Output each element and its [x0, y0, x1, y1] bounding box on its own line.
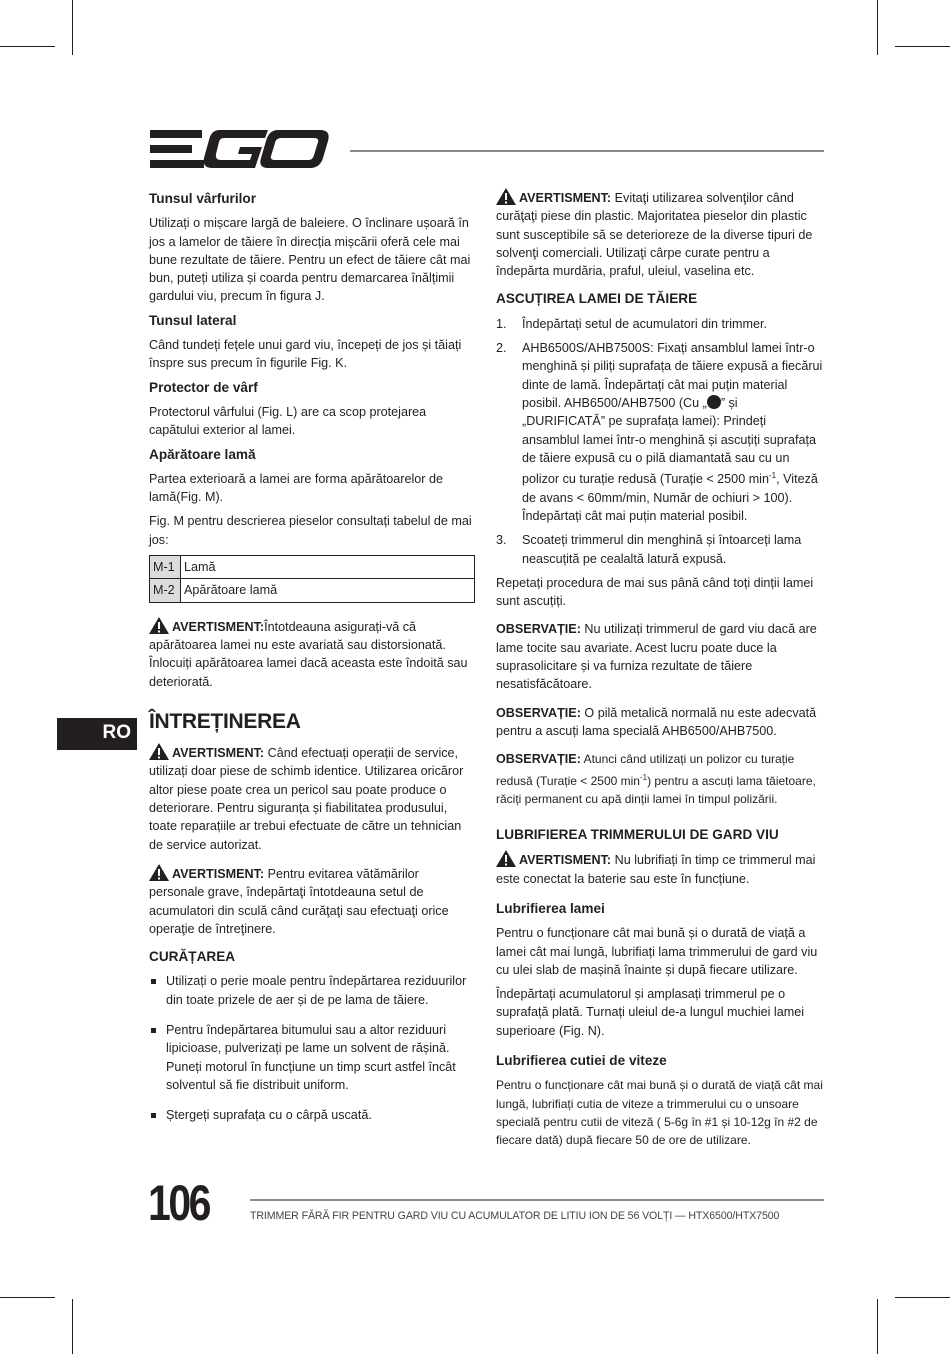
- footer-text: TRIMMER FĂRĂ FIR PENTRU GARD VIU CU ACUMULATOR DE LITIU ION DE 56 VOLȚI — HTX6500/HTX7500: [250, 1210, 780, 1222]
- step-text: Îndepărtați setul de acumulatori din trimmer.: [522, 316, 767, 331]
- bullet-icon: [151, 1028, 156, 1033]
- section-title: Protector de vârf: [149, 379, 258, 395]
- crop-mark: [895, 46, 950, 47]
- step-text: , Viteză de avans < 60mm/min, Număr de ochiuri > 100). Îndepărtați cât mai puțin material posibil.: [522, 472, 818, 523]
- paragraph: Partea exterioară a lamei are forma apărătoarelor de lamă(Fig. M).: [149, 471, 444, 505]
- sharpening-steps: [496, 315, 824, 568]
- parts-table: [149, 555, 475, 603]
- section-title: LUBRIFIEREA TRIMMERULUI DE GARD VIU: [496, 827, 779, 843]
- note-text: Nu utilizați trimmerul de gard viu dacă are lame tocite sau avariate. Acest lucru poate duce la suprasolicitare și va furniza rezultate de tăiere nesatisfăcătoare.: [496, 622, 817, 692]
- superscript: -1: [639, 772, 648, 782]
- table-row: [150, 579, 475, 602]
- warning-icon: [149, 864, 169, 881]
- step-number: 1.: [496, 316, 507, 331]
- warning-label: AVERTISMENT:: [519, 191, 612, 205]
- language-tab-label: RO: [102, 722, 131, 743]
- header-rule: [350, 150, 824, 152]
- note-label: OBSERVAȚIE:: [496, 705, 581, 720]
- note-block: [496, 620, 824, 693]
- paragraph: Pentru o funcționare cât mai bună și o durată de viață a lamei cât mai lungă, lubrifiați lama trimmerului de gard viu cu ulei slab de mașină înainte și după fiecare utilizare.: [496, 926, 818, 977]
- warning-icon: [149, 617, 169, 634]
- warning-icon: [149, 743, 169, 760]
- warning-icon: [496, 850, 516, 867]
- paragraph: Fig. M pentru descrierea pieselor consultați tabelul de mai jos:: [149, 514, 472, 547]
- crop-mark: [877, 1299, 878, 1354]
- paragraph: Pentru o funcționare cât mai bună și o durată de viață cât mai lungă, lubrifiați cutia de viteze a trimmerului cu o unsoare specială pentru cutii de viteză ( 5-6g în #1 și 10-12g în #2 de fiecare dată) după fiecare 50 de ore de utilizare.: [496, 1078, 823, 1148]
- warning-icon: [496, 188, 516, 205]
- list-item: [496, 315, 824, 333]
- section-title: CURĂȚAREA: [149, 949, 236, 965]
- list-item: [149, 1106, 477, 1124]
- step-number: 3.: [496, 533, 507, 548]
- note-text: Atunci când utilizați un polizor cu turație redusă (Turație < 2500 min: [496, 752, 795, 788]
- crop-mark: [877, 0, 878, 55]
- paragraph: Repetați procedura de mai sus până când toți dinții lamei sunt ascuțiți.: [496, 575, 814, 609]
- part-code: M-1: [150, 556, 181, 579]
- table-row: [150, 556, 475, 579]
- paragraph: Îndepărtați acumulatorul și amplasați trimmerul pe o suprafață plată. Turnați uleiul de-a lungul muchiei lamei superioare (Fig. N).: [496, 987, 805, 1038]
- section-title: Lubrifierea lamei: [496, 900, 605, 916]
- warning-block: [496, 850, 824, 888]
- list-item: [149, 1021, 477, 1094]
- crop-mark: [72, 0, 73, 55]
- crop-mark: [0, 46, 55, 47]
- section-title: ASCUȚIREA LAMEI DE TĂIERE: [496, 291, 698, 307]
- chapter-title: ÎNTREȚINEREA: [149, 709, 301, 733]
- warning-block: [496, 188, 824, 280]
- crop-mark: [72, 1299, 73, 1354]
- note-block: [496, 704, 824, 741]
- warning-block: [149, 864, 477, 938]
- warning-label: AVERTISMENT:: [172, 619, 265, 634]
- paragraph: Protectorul vârfului (Fig. L) are ca scop protejarea capătului exterior al lamei.: [149, 404, 427, 438]
- warning-label: AVERTISMENT:: [172, 746, 265, 761]
- list-item-text: Pentru îndepărtarea bitumului sau a altor reziduuri lipicioase, pulverizați pe lame un solvent de rășină. Puneți motorul în funcțiune un timp scurt astfel încât solventul să fie distribuit uniform.: [166, 1022, 456, 1092]
- warning-label: AVERTISMENT:: [519, 853, 612, 868]
- part-name: Lamă: [181, 556, 475, 579]
- cleaning-list: [149, 972, 477, 1124]
- language-tab: [57, 718, 137, 750]
- note-block: [496, 750, 824, 808]
- step-number: 2.: [496, 341, 507, 356]
- note-text: ) pentru a ascuți lama tăietoare, răciți permanent cu apă dinții lamei în timpul polizării.: [496, 773, 816, 806]
- part-code: M-2: [150, 579, 181, 602]
- crop-mark: [895, 1297, 950, 1298]
- step-text: Scoateți trimmerul din menghină și întoarceți lama neascuțită pe cealaltă latură expusă.: [522, 533, 802, 566]
- ego-logo: [150, 128, 332, 177]
- step-text: AHB6500S/AHB7500S: Fixați ansamblul lamei într-o menghină și piliți suprafața de tăiere expusă a fiecărui dinte de lamă. Îndepărtați cât mai puțin material posibil. AHB6500/AHB7500 (Cu „: [522, 341, 823, 410]
- page-number: 106: [148, 1175, 210, 1231]
- bullet-icon: [151, 979, 156, 984]
- warning-text: Evitaţi utilizarea solvenţilor când curăţaţi piese din plastic. Majoritatea pieselor din plastic sunt susceptibile să se deterioreze de la diverse tipuri de solvenţi comerciali. Utilizaţi cârpe curate pentru a îndepărta murdăria, praful, uleiul, vaselina etc.: [496, 191, 813, 279]
- warning-text: Când efectuați operații de service, utilizați doar piese de schimb identice. Utilizarea oricăror altor piese poate crea un pericol sau poate produce o deteriorare. Pentru siguranța și fiabilitatea produsului, toate reparațiile ar trebui efectuate de către un tehnician de service autorizat.: [149, 746, 464, 852]
- list-item: [149, 972, 477, 1009]
- list-item-text: Ștergeți suprafața cu o cârpă uscată.: [166, 1108, 372, 1123]
- note-label: OBSERVAȚIE:: [496, 752, 581, 767]
- list-item: [496, 339, 824, 525]
- paragraph: Când tundeți fețele unui gard viu, începeți de jos și tăiați înspre sus precum în figurile Fig. K.: [149, 338, 462, 371]
- superscript: -1: [769, 471, 777, 481]
- list-item: [496, 531, 824, 568]
- bullet-icon: [151, 1113, 156, 1118]
- crop-mark: [0, 1297, 55, 1298]
- section-title: Tunsul vârfurilor: [149, 191, 256, 206]
- note-label: OBSERVAȚIE:: [496, 622, 581, 637]
- warning-text: Nu lubrifiați în timp ce trimmerul mai este conectat la baterie sau este în funcțiune.: [496, 853, 816, 886]
- part-name: Apărătoare lamă: [181, 579, 475, 602]
- note-text: O pilă metalică normală nu este adecvată pentru a ascuți lama specială AHB6500/AHB7500.: [496, 705, 817, 738]
- warning-text: Întotdeauna asigurați-vă că apărătoarea lamei nu este avariată sau distorsionată. Înlocuiți apărătoarea lamei dacă aceasta este îndoită sau deteriorată.: [149, 619, 468, 689]
- footer-rule: [250, 1199, 824, 1201]
- section-title: Lubrifierea cutiei de viteze: [496, 1053, 667, 1069]
- paragraph: Utilizați o mișcare largă de baleiere. O înclinare ușoară în jos a lamelor de tăiere în direcția mișcării oferă cele mai bune rezultate de tăiere. Pentru un efect de tăiere cât mai bun, puteți utiliza și coarda pentru demarcarea înălțimii gardului viu, precum în figura J.: [149, 216, 471, 304]
- warning-block: [149, 743, 477, 854]
- warning-label: AVERTISMENT:: [172, 866, 265, 881]
- section-title: Tunsul lateral: [149, 312, 237, 328]
- warning-block: [149, 617, 477, 691]
- list-item-text: Utilizați o perie moale pentru îndepărtarea reziduurilor din toate prizele de aer și de pe lama de tăiere.: [166, 974, 467, 1007]
- step-text: ” și „DURIFICATĂ” pe suprafața lamei): Prindeți ansamblul lamei într-o menghină și ascuțiți suprafața de tăiere expusă cu o pilă diamantată sau cu un polizor cu turație redusă (Turație < 2500 min: [522, 395, 816, 487]
- right-column: [496, 188, 824, 1156]
- warning-text: Pentru evitarea vătămărilor personale grave, îndepărtaţi întotdeauna setul de acumulatori din sculă când curăţaţi sau efectuaţi orice operaţie de întreţinere.: [149, 866, 449, 936]
- section-title: Apărătoare lamă: [149, 446, 256, 462]
- ego-mark-icon: [707, 395, 721, 409]
- left-column: [149, 188, 477, 1136]
